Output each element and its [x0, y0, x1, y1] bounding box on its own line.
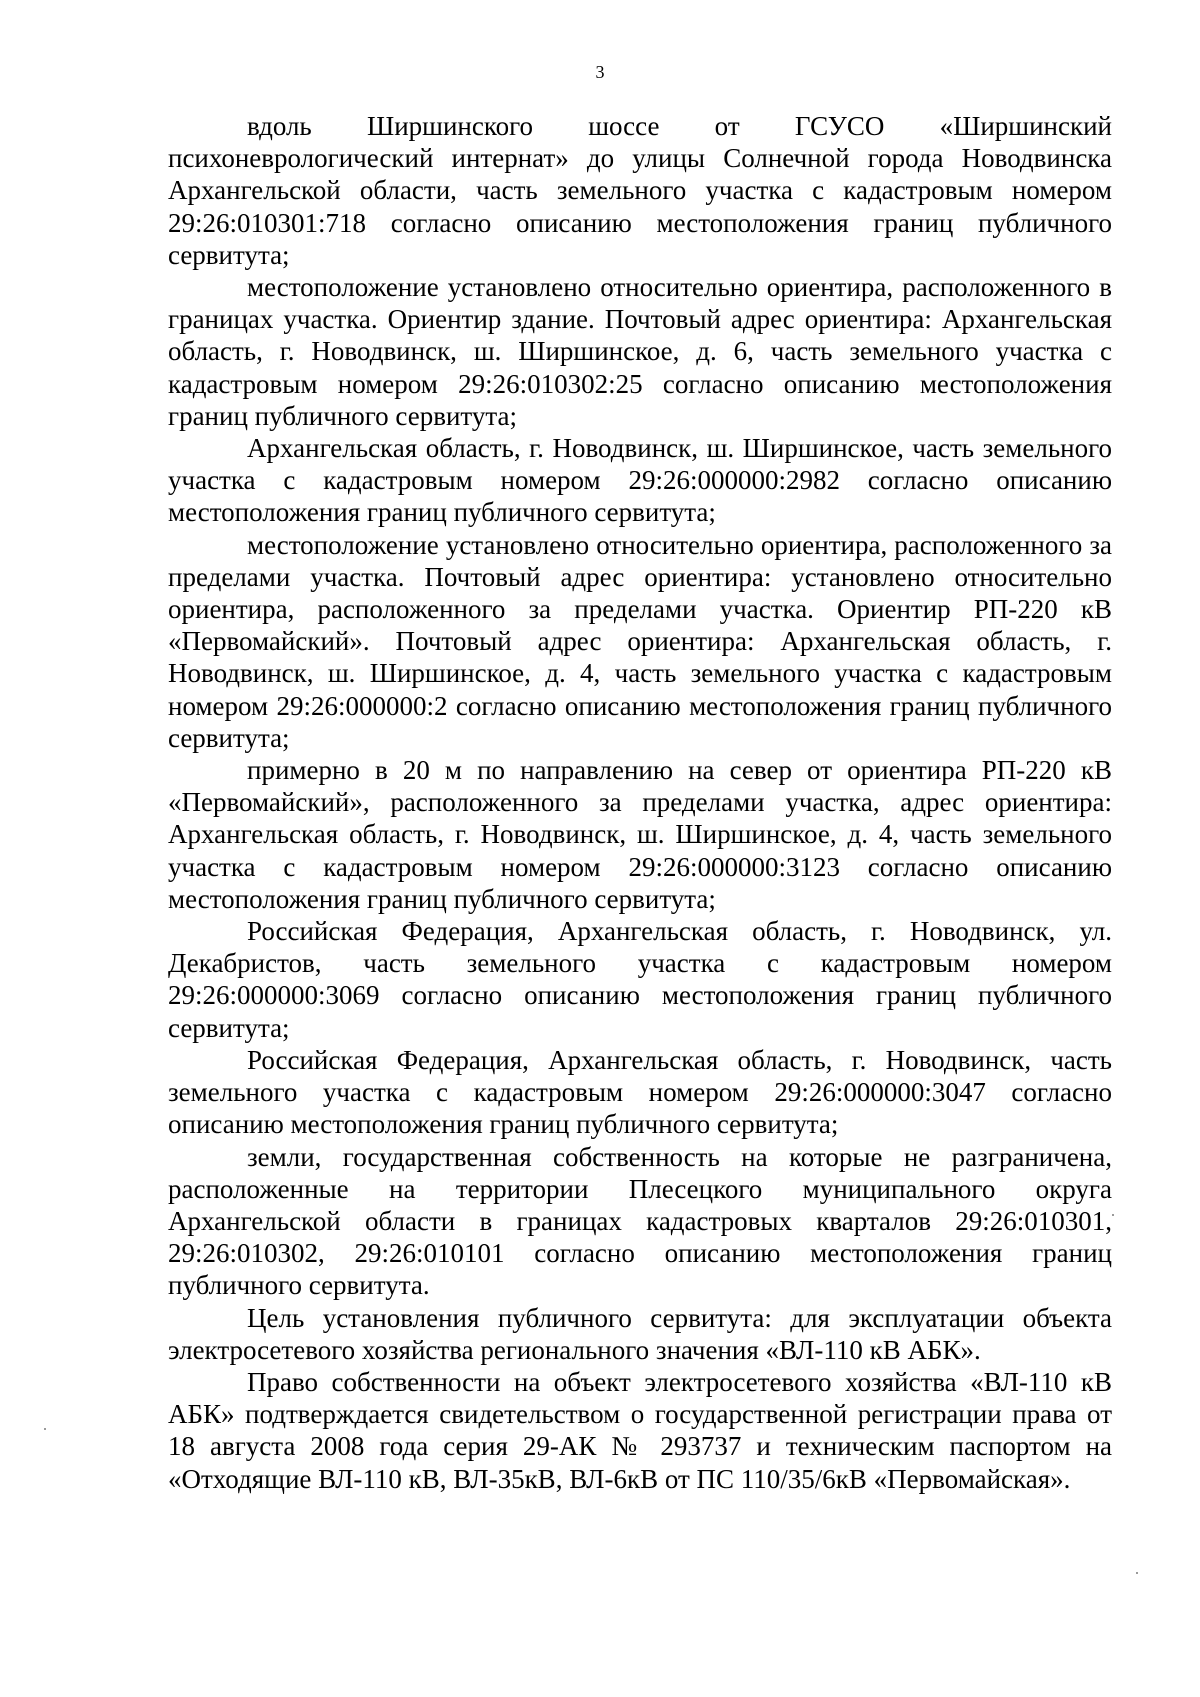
paragraph-6: Российская Федерация, Архангельская область, г. Новодвинск, ул. Декабристов, часть земельного участка с кадастровым номером 29:26:000000:3069 согласно описанию местоположения границ публичного сервитута;: [168, 916, 1112, 1043]
scan-speck: [1136, 1572, 1138, 1574]
scan-speck: [1112, 1214, 1114, 1216]
paragraph-3: Архангельская область, г. Новодвинск, ш. Ширшинское, часть земельного участка с кадастровым номером 29:26:000000:2982 согласно описанию местоположения границ публичного сервитута;: [168, 433, 1112, 528]
paragraph-1: вдоль Ширшинского шоссе от ГСУСО «Ширшинский психоневрологический интернат» до улицы Солнечной города Новодвинска Архангельской области, часть земельного участка с кадастровым номером 29:26:010301:718 согласно описанию местоположения границ публичного сервитута;: [168, 111, 1112, 270]
paragraph-5: примерно в 20 м по направлению на север от ориентира РП-220 кВ «Первомайский», расположенного за пределами участка, адрес ориентира: Архангельская область, г. Новодвинск, ш. Ширшинское, д. 4, часть земельного участка с кадастровым номером 29:26:000000:3123 согласно описанию местоположения границ публичного сервитута;: [168, 755, 1112, 914]
paragraph-2: местоположение установлено относительно ориентира, расположенного в границах участка. Ориентир здание. Почтовый адрес ориентира: Архангельская область, г. Новодвинск, ш. Ширшинское, д. 6, часть земельного участка с кадастровым номером 29:26:010302:25 согласно описанию местоположения границ публичного сервитута;: [168, 272, 1112, 431]
paragraph-8: земли, государственная собственность на которые не разграничена, расположенные на территории Плесецкого муниципального округа Архангельской области в границах кадастровых кварталов 29:26:010301, 29:26:010302, 29:26:010101 согласно описанию местоположения границ публичного сервитута.: [168, 1141, 1112, 1301]
paragraph-9: Цель установления публичного сервитута: для эксплуатации объекта электросетевого хозяйства регионального значения «ВЛ-110 кВ АБК».: [168, 1302, 1112, 1365]
paragraph-7: Российская Федерация, Архангельская область, г. Новодвинск, часть земельного участка с кадастровым номером 29:26:000000:3047 согласно описанию местоположения границ публичного сервитута;: [168, 1044, 1112, 1140]
paragraph-10: Право собственности на объект электросетевого хозяйства «ВЛ-110 кВ АБК» подтверждается свидетельством о государственной регистрации права от 18 августа 2008 года серия 29-АК № 293737 и техническим паспортом на «Отходящие ВЛ-110 кВ, ВЛ-35кВ, ВЛ-6кВ от ПС 110/35/6кВ «Первомайская».: [168, 1366, 1112, 1494]
paragraph-4: местоположение установлено относительно ориентира, расположенного за пределами участка. Почтовый адрес ориентира: установлено относительно ориентира, расположенного за пределами участка. Ориентир РП-220 кВ «Первомайский». Почтовый адрес ориентира: Архангельская область, г. Новодвинск, ш. Ширшинское, д. 4, часть земельного участка с кадастровым номером 29:26:000000:2 согласно описанию местоположения границ публичного сервитута;: [168, 529, 1112, 753]
scan-speck: [44, 1428, 46, 1430]
page-number: 3: [595, 62, 605, 82]
document-body: [168, 110, 1112, 1495]
